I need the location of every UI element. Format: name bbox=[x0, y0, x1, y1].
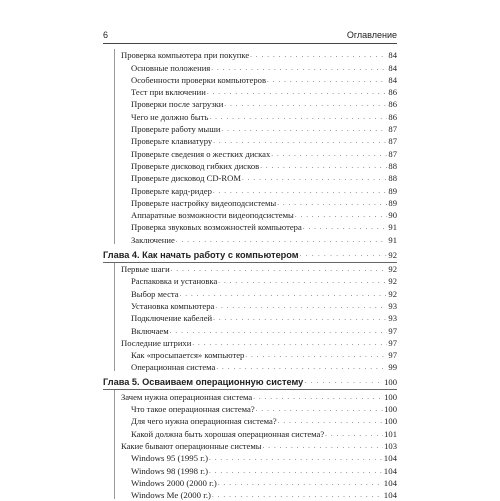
page-ref: 104 bbox=[383, 465, 397, 476]
toc-entry-title: Зачем нужна операционная система bbox=[121, 391, 253, 402]
dot-leader bbox=[245, 349, 387, 361]
toc-entry-title: Аппаратные возможности видеоподсистемы bbox=[131, 210, 294, 221]
toc-entry-title: Для чего нужна операционная система? bbox=[131, 416, 277, 427]
page-ref: 97 bbox=[388, 325, 397, 336]
page-ref: 92 bbox=[388, 288, 397, 299]
dot-leader bbox=[213, 185, 388, 197]
toc-entry-title: Проверки после загрузки bbox=[131, 99, 224, 110]
chapter-heading[interactable] bbox=[103, 248, 397, 261]
page-ref: 100 bbox=[384, 416, 397, 427]
toc-entry-title: Заключение bbox=[131, 234, 175, 245]
toc-entry[interactable] bbox=[103, 452, 397, 464]
toc-entry[interactable] bbox=[103, 427, 397, 439]
toc-entry[interactable] bbox=[103, 403, 397, 415]
toc-entry-title: Windows 95 (1995 г.) bbox=[131, 453, 209, 464]
toc-entry[interactable] bbox=[103, 263, 397, 275]
toc-entry-title: Подключение кабелей bbox=[131, 313, 213, 324]
dot-leader bbox=[218, 477, 383, 489]
toc-entry-title: Установка компьютера bbox=[131, 300, 215, 311]
indent-guide-line bbox=[114, 49, 115, 244]
toc-entry[interactable] bbox=[103, 287, 397, 299]
dot-leader bbox=[300, 249, 388, 261]
toc-entry-title: Последние штрихи bbox=[121, 337, 192, 348]
toc-entry-title: Основные положения bbox=[131, 62, 211, 73]
table-of-contents bbox=[103, 49, 397, 501]
toc-entry[interactable] bbox=[103, 123, 397, 135]
toc-entry[interactable] bbox=[103, 160, 397, 172]
toc-entry-title: Чего не должно быть bbox=[131, 111, 209, 122]
toc-section bbox=[103, 390, 397, 501]
chapter-title: Глава 4. Как начать работу с компьютером bbox=[103, 249, 299, 260]
dot-leader bbox=[253, 391, 383, 403]
toc-entry-title: Проверьте дисковод CD-ROM bbox=[131, 173, 241, 184]
page-ref: 104 bbox=[383, 453, 397, 464]
dot-leader bbox=[271, 148, 387, 160]
dot-leader bbox=[303, 221, 388, 233]
page-ref: 100 bbox=[384, 377, 397, 388]
dot-leader bbox=[242, 172, 387, 184]
dot-leader bbox=[224, 98, 387, 110]
dot-leader bbox=[263, 440, 384, 452]
dot-leader bbox=[176, 234, 388, 246]
toc-entry-title: Проверьте сведения о жестких дисках bbox=[131, 148, 271, 159]
dot-leader bbox=[215, 300, 387, 312]
chapter-heading[interactable] bbox=[103, 375, 397, 388]
dot-leader bbox=[207, 86, 388, 98]
toc-entry[interactable] bbox=[103, 110, 397, 122]
section-title: Оглавление bbox=[346, 30, 397, 40]
page-ref: 100 bbox=[384, 404, 397, 415]
toc-entry[interactable] bbox=[103, 337, 397, 349]
toc-entry-title: Выбор места bbox=[131, 288, 179, 299]
toc-entry[interactable] bbox=[103, 312, 397, 324]
dot-leader bbox=[209, 465, 383, 477]
dot-leader bbox=[267, 74, 387, 86]
toc-entry[interactable] bbox=[103, 221, 397, 233]
page-ref: 97 bbox=[388, 337, 397, 348]
toc-entry[interactable] bbox=[103, 135, 397, 147]
toc-entry-title: Windows 2000 (2000 г.) bbox=[131, 477, 217, 488]
toc-entry[interactable] bbox=[103, 390, 397, 402]
toc-entry[interactable] bbox=[103, 209, 397, 221]
indent-guide-line bbox=[114, 390, 115, 499]
toc-entry-title: Распаковка и установка bbox=[131, 276, 218, 287]
page-ref: 87 bbox=[388, 148, 397, 159]
dot-leader bbox=[260, 160, 387, 172]
page-ref: 84 bbox=[388, 62, 397, 73]
dot-leader bbox=[171, 263, 388, 275]
page-ref: 101 bbox=[384, 428, 397, 439]
toc-entry[interactable] bbox=[103, 74, 397, 86]
dot-leader bbox=[256, 403, 383, 415]
page-ref: 92 bbox=[388, 249, 397, 260]
toc-entry-title: Проверьте настройку видеоподсистемы bbox=[131, 197, 277, 208]
toc-entry-title: Что такое операционная система? bbox=[131, 404, 255, 415]
page-ref: 91 bbox=[388, 234, 397, 245]
dot-leader bbox=[211, 62, 387, 74]
toc-entry-title: Тест при включении bbox=[131, 87, 206, 98]
dot-leader bbox=[212, 489, 383, 501]
dot-leader bbox=[209, 452, 383, 464]
dot-leader bbox=[277, 197, 387, 209]
page-ref: 93 bbox=[388, 300, 397, 311]
dot-leader bbox=[216, 361, 387, 373]
toc-entry[interactable] bbox=[103, 300, 397, 312]
toc-entry[interactable] bbox=[103, 275, 397, 287]
toc-entry-title: Проверьте клавиатуру bbox=[131, 136, 213, 147]
toc-entry[interactable] bbox=[103, 147, 397, 159]
toc-entry[interactable] bbox=[103, 324, 397, 336]
toc-entry-title: Особенности проверки компьютеров bbox=[131, 74, 267, 85]
toc-entry[interactable] bbox=[103, 415, 397, 427]
toc-section bbox=[103, 263, 397, 374]
dot-leader bbox=[304, 376, 383, 388]
toc-entry[interactable] bbox=[103, 440, 397, 452]
toc-section bbox=[103, 49, 397, 246]
dot-leader bbox=[325, 428, 383, 440]
toc-entry[interactable] bbox=[103, 477, 397, 489]
toc-entry[interactable] bbox=[103, 489, 397, 501]
toc-entry-title: Windows Me (2000 г.) bbox=[131, 490, 211, 501]
page-ref: 88 bbox=[388, 160, 397, 171]
toc-entry-title: Windows 98 (1998 г.) bbox=[131, 465, 209, 476]
page-ref: 89 bbox=[388, 197, 397, 208]
page-ref: 88 bbox=[388, 173, 397, 184]
page-ref: 86 bbox=[388, 87, 397, 98]
dot-leader bbox=[213, 135, 387, 147]
toc-entry[interactable] bbox=[103, 86, 397, 98]
dot-leader bbox=[250, 49, 387, 61]
dot-leader bbox=[295, 209, 388, 221]
toc-entry-title: Операционная система bbox=[131, 362, 216, 373]
page-ref: 91 bbox=[388, 222, 397, 233]
page-ref: 100 bbox=[384, 391, 397, 402]
dot-leader bbox=[209, 111, 387, 123]
page-ref: 92 bbox=[388, 264, 397, 275]
toc-entry[interactable] bbox=[103, 172, 397, 184]
toc-entry[interactable] bbox=[103, 349, 397, 361]
header-divider bbox=[103, 43, 397, 44]
page-number: 6 bbox=[103, 30, 109, 40]
toc-entry[interactable] bbox=[103, 233, 397, 245]
page-ref: 99 bbox=[388, 362, 397, 373]
toc-entry-title: Включаем bbox=[131, 325, 169, 336]
page-ref: 86 bbox=[388, 111, 397, 122]
toc-entry[interactable] bbox=[103, 184, 397, 196]
toc-entry-title: Проверьте дисковод гибких дисков bbox=[131, 160, 260, 171]
toc-entry-title: Какой должна быть хорошая операционная система? bbox=[131, 428, 325, 439]
page-header bbox=[103, 29, 397, 43]
toc-entry-title: Какие бывают операционные системы bbox=[121, 440, 262, 451]
page-ref: 104 bbox=[383, 490, 397, 501]
dot-leader bbox=[192, 337, 387, 349]
toc-entry-title: Проверка звуковых возможностей компьютера bbox=[131, 222, 302, 233]
dot-leader bbox=[218, 275, 387, 287]
dot-leader bbox=[170, 325, 388, 337]
toc-entry[interactable] bbox=[103, 197, 397, 209]
toc-entry[interactable] bbox=[103, 61, 397, 73]
indent-guide-line bbox=[114, 263, 115, 372]
toc-entry[interactable] bbox=[103, 98, 397, 110]
page-ref: 84 bbox=[388, 50, 397, 61]
toc-entry[interactable] bbox=[103, 361, 397, 373]
dot-leader bbox=[221, 123, 387, 135]
toc-entry-title: Проверка компьютера при покупке bbox=[121, 50, 250, 61]
chapter-title: Глава 5. Осваиваем операционную систему bbox=[103, 377, 304, 388]
page-ref: 89 bbox=[388, 185, 397, 196]
toc-entry-title: Проверьте работу мыши bbox=[131, 124, 221, 135]
toc-entry[interactable] bbox=[103, 49, 397, 61]
page-ref: 92 bbox=[388, 276, 397, 287]
toc-entry-title: Проверьте кард-ридер bbox=[131, 185, 212, 196]
toc-entry-title: Как «просыпается» компьютер bbox=[131, 350, 245, 361]
page-ref: 93 bbox=[388, 313, 397, 324]
toc-entry-title: Первые шаги bbox=[121, 264, 170, 275]
page-ref: 87 bbox=[388, 136, 397, 147]
dot-leader bbox=[180, 288, 388, 300]
page-ref: 87 bbox=[388, 124, 397, 135]
page-ref: 104 bbox=[383, 477, 397, 488]
page-ref: 90 bbox=[388, 210, 397, 221]
dot-leader bbox=[278, 415, 383, 427]
page-ref: 103 bbox=[384, 440, 397, 451]
dot-leader bbox=[213, 312, 387, 324]
page-ref: 86 bbox=[388, 99, 397, 110]
page-ref: 97 bbox=[388, 350, 397, 361]
toc-entry[interactable] bbox=[103, 464, 397, 476]
page-ref: 84 bbox=[388, 74, 397, 85]
